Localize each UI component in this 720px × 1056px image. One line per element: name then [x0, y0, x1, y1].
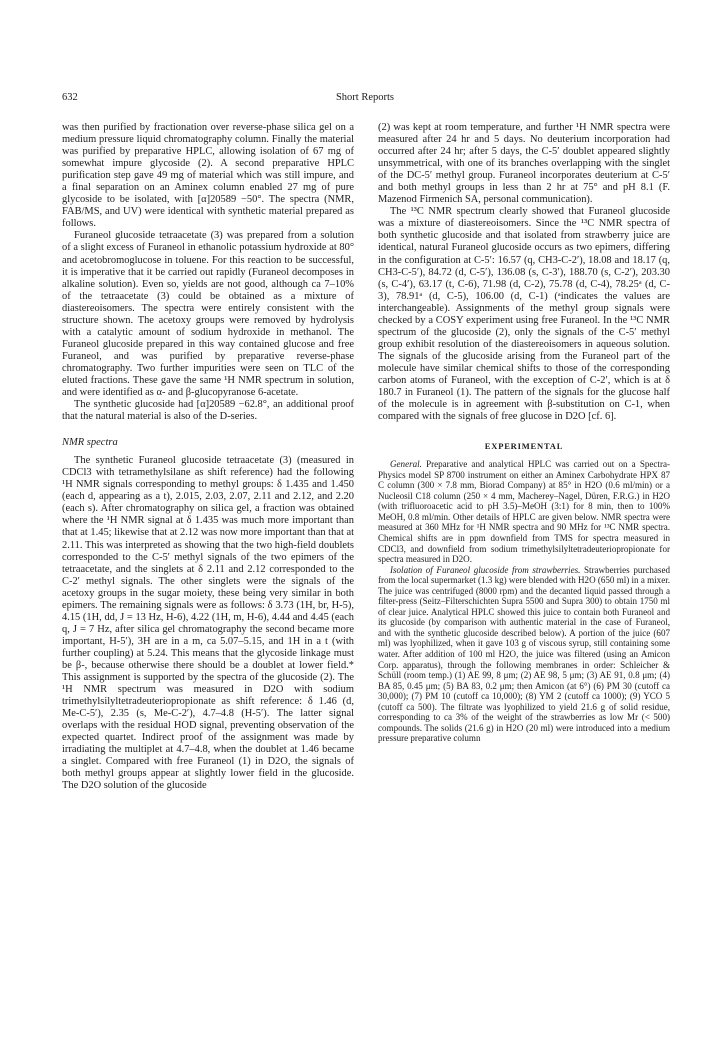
- paragraph-nmr-spectra: The synthetic Furaneol glucoside tetraacetate (3) (measured in CDCl3 with tetramethylsilane as shift reference) had the following ¹H NMR signals corresponding to methyl groups: δ 1.435 and 1.450 (each d, appearing as a t), 2.015, 2.03, 2.07, 2.11 and 2.12, and 2.20 (each s). After chromatography on silica gel, a fraction was obtained where the ¹H NMR signal at δ 1.435 was much more important than that at 1.45; likewise that at 2.12 was now more important than that at 2.11. This was interpreted as showing that the two high-field doublets corresponded to the C-5′ methyl signals of the two epimers of the tetraacetate, and the singlets at δ 2.11 and 2.12 corresponded to the C-2′ methyl signals. The other singlets were the signals of the acetoxy groups in the sugar moiety, these being very similar in both epimers. The remaining signals were as follows: δ 3.73 (1H, br, H-5), 4.15 (1H, dd, J = 13 Hz, H-6), 4.22 (1H, m, H-6), 4.44 and 4.45 (each q, J = 7 Hz, after silica gel chromatography the second became more important, H-5′), 3H are in a m, ca 5.07–5.15, and 1H in a t (with further coupling) at 5.24. This means that the glycoside linkage must be β-, because otherwise there should be a doublet at lower field.* This assignment is supported by the spectra of the glucoside (2). The ¹H NMR spectrum was measured in D2O with sodium trimethylsilyltetradeuteriopropionate as shift reference: δ 1.46 (d, Me-C-5′), 2.35 (s, Me-C-2′), 4.7–4.8 (H-5′). The latter signal overlaps with the residual HOD signal, preventing observation of the expected quartet. Indirect proof of the assignment was made by irradiating the multiplet at 4.7–4.8, when the doublet at 1.46 became a singlet. Compared with free Furaneol (1) in D2O, the signals of both methyl groups appear at slightly lower field in the glucoside. The D2O solution of the glucoside: [62, 455, 354, 792]
- isolation-text: Strawberries purchased from the local supermarket (1.3 kg) were blended with H2O (650 ml) in a mixer. The juice was centrifuged (8000 rpm) and the decanted liquid passed through a filter-press (Seitz–Filterschichten Supra 5500 and Supra 300) to obtain 1750 ml of clear juice. Analytical HPLC showed this juice to contain both Furaneol and its glucoside (by comparison with authentic material in the case of Furaneol, and with the synthetic glucoside described below). A portion of the juice (607 ml) was lyophilized, when it gave 103 g of viscous syrup, still containing some water. After addition of 100 ml H2O, the juice was filtered (using an Amicon Corp. apparatus), through the following membranes in order: Schleicher & Schüll (room temp.) (1) AE 99, 8 μm; (2) AE 98, 5 μm; (3) AE 91, 0.8 μm; (4) BA 85, 0.45 μm; (5) BA 83, 0.2 μm; then Amicon (at 6°) (6) PM 30 (cutoff ca 30,000); (7) PM 10 (cutoff ca 10,000); (8) YM 2 (cutoff ca 1000); (9) YCO 5 (cutoff ca 500). The filtrate was lyophilized to yield 21.6 g of solid residue, corresponding to ca 3% of the weight of the strawberries as low Mr (< 500) compounds. The solids (21.6 g) in H2O (20 ml) were introduced into a medium pressure preparative column: [378, 564, 670, 744]
- general-text: Preparative and analytical HPLC was carried out on a Spectra-Physics model SP 8700 instrument on either an Aminex Carbohydrate HPX 87 C column (300 × 7.8 mm, Biorad Company) at 85° in H2O (0.6 ml/min) or a Nucleosil C18 column (250 × 4 mm, Macherey–Nagel, Düren, F.R.G.) in H2O (with trifluoroacetic acid to pH 3.5)–MeOH (3:1) for 8 min, then to 100% MeOH, 0.8 ml/min. Other details of HPLC are given below. NMR spectra were measured at 360 MHz for ¹H NMR spectra and 90 MHz for ¹³C NMR spectra. Chemical shifts are in ppm downfield from TMS for spectra measured in CDCl3, and downfield from sodium trimethylsilyltetradeuteriopropionate for spectra measured in D2O.: [378, 459, 670, 565]
- general-lead: General.: [390, 459, 422, 470]
- isolation-lead: Isolation of Furaneol glucoside from strawberries.: [390, 564, 581, 575]
- paragraph-13c-nmr: The ¹³C NMR spectrum clearly showed that Furaneol glucoside was a mixture of diastereoisomers. Since the ¹³C NMR spectra of both synthetic glucoside and that isolated from strawberry juice are identical, natural Furaneol glucoside occurs as two epimers, differing in the configuration at C-5′: 16.57 (q, CH3-C-2′), 18.08 and 18.17 (q, CH3-C-5′), 84.72 (d, C-5′), 136.08 (s, C-3′), 188.70 (s, C-2′), 203.30 (s, C-4′), 63.17 (t, C-6), 71.98 (d, C-2), 75.78 (d, C-4), 78.25ᵃ (d, C-3), 78.91ᵃ (d, C-5), 106.00 (d, C-1) (ᵃindicates the values are interchangeable). Assignments of the methyl group signals were checked by a COSY experiment using free Furaneol. In the ¹³C NMR spectrum of the glucoside (2), only the signals of the C-5′ methyl group exhibit resolution of the diastereoisomers in aqueous solution. The signals of the glucoside arising from the Furaneol part of the molecule have similar chemical shifts to those of the corresponding carbon atoms of Furaneol, with the exception of C-2′, which is at δ 180.7 in Furaneol (1). The pattern of the signals for the glucose half of the molecule is in agreement with β-substitution on C-1, when compared with the signals of free glucose in D2O [cf. 6].: [378, 206, 670, 423]
- paragraph-isolation: [378, 565, 670, 744]
- page-number: 632: [62, 92, 78, 103]
- paragraph-synthetic-glucoside: The synthetic glucoside had [α]20589 −62.8°, an additional proof that the natural material is also of the D-series.: [62, 399, 354, 423]
- section-title-nmr: NMR spectra: [62, 437, 118, 449]
- paragraph-deuterium: (2) was kept at room temperature, and further ¹H NMR spectra were measured after 24 hr and 5 days. No deuterium incorporation had occurred after 24 hr; after 5 days, the C-5′ doublet appeared slightly unsymmetrical, with one of its branches overlapping with the singlet of the DC-5′ methyl group. Furaneol incorporates deuterium at C-5′ and both methyl groups in less than 2 hr at 75° and pH 8.1 (F. Mazenod Firmenich SA, personal communication).: [378, 122, 670, 206]
- paragraph-tetraacetate: Furaneol glucoside tetraacetate (3) was prepared from a solution of a slight excess of Furaneol in ethanolic potassium hydroxide at 80° and acetobromoglucose in toluene. For this reaction to be successful, it is imperative that it be carried out rapidly (Furaneol decomposes in alkaline solution). Even so, yields are not good, although ca 7–10% of the tetraacetate (3) could be obtained as a mixture of diastereoisomers. The spectra were entirely consistent with the structure shown. The acetoxy groups were removed by hydrolysis with a catalytic amount of sodium hydroxide in methanol. The Furaneol glucoside prepared in this way contained glucose and free Furaneol, and was purified by preparative reverse-phase chromatography. Two further impurities were seen on TLC of the eluted fractions. These gave the same ¹H NMR spectrum in solution, and were identified as α- and β-glucopyranose 6-acetate.: [62, 230, 354, 399]
- right-column: [378, 122, 670, 744]
- section-title-experimental: EXPERIMENTAL: [484, 441, 564, 452]
- paragraph-general: [378, 459, 670, 564]
- paragraph-continued: was then purified by fractionation over reverse-phase silica gel on a medium pressure liquid chromatography column. Finally the material was purified by preparative HPLC, allowing isolation of 67 mg of somewhat impure glycoside (2). A second preparative HPLC purification step gave 49 mg of material which was still impure, and a final separation on an Aminex column enabled 27 mg of pure glycoside to be isolated, with [α]20589 −50°. The spectra (NMR, FAB/MS, and UV) were identical with synthetic material prepared as follows.: [62, 122, 354, 230]
- page-header: [62, 92, 668, 106]
- left-column: [62, 122, 354, 792]
- running-head: Short Reports: [335, 92, 395, 103]
